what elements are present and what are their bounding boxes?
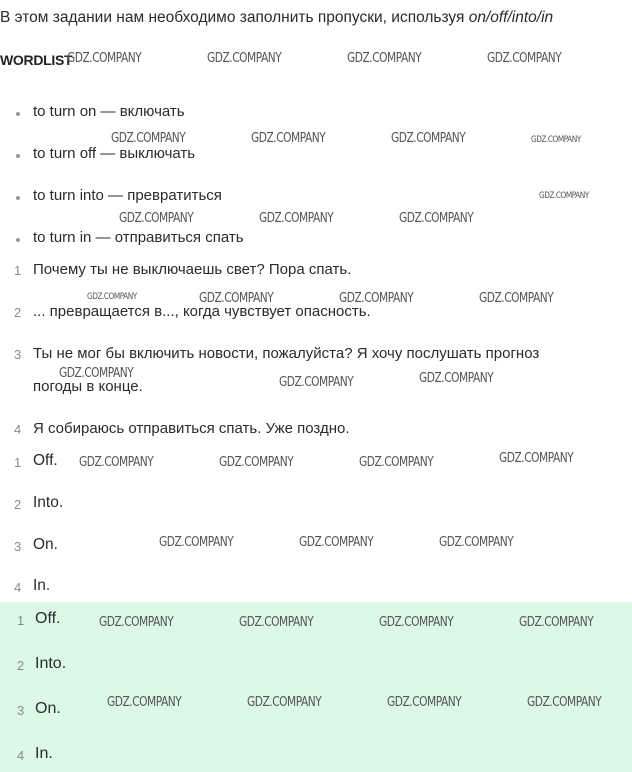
watermark: GDZ.COMPANY	[239, 615, 314, 630]
bullet	[16, 154, 20, 158]
watermark: GDZ.COMPANY	[99, 615, 174, 630]
question-number: 4	[14, 422, 22, 437]
watermark: GDZ.COMPANY	[251, 131, 326, 146]
watermark: GDZ.COMPANY	[259, 211, 334, 226]
question-text: Я собираюсь отправиться спать. Уже поздно.	[33, 420, 350, 437]
question-text: ... превращается в..., когда чувствует опасность.	[33, 303, 371, 320]
watermark: GDZ.COMPANY	[479, 291, 554, 306]
watermark: GDZ.COMPANY	[539, 191, 589, 201]
question-text-continued: погоды в конце.	[33, 378, 143, 395]
watermark: GDZ.COMPANY	[67, 51, 142, 66]
watermark: GDZ.COMPANY	[87, 292, 137, 302]
answer-number: 4	[14, 580, 22, 595]
watermark: GDZ.COMPANY	[379, 615, 454, 630]
wordlist-item: to turn into — превратиться	[33, 187, 222, 204]
watermark: GDZ.COMPANY	[387, 695, 462, 710]
watermark: GDZ.COMPANY	[499, 451, 574, 466]
bullet	[16, 196, 20, 200]
answer-text: Into.	[33, 494, 64, 511]
highlighted-answers-block	[0, 602, 632, 772]
watermark: GDZ.COMPANY	[419, 371, 494, 386]
watermark: GDZ.COMPANY	[79, 455, 154, 470]
watermark: GDZ.COMPANY	[107, 695, 182, 710]
watermark: GDZ.COMPANY	[199, 291, 274, 306]
question-text: Почему ты не выключаешь свет? Пора спать.	[33, 261, 352, 278]
watermark: GDZ.COMPANY	[279, 375, 354, 390]
wordlist-item: to turn in — отправиться спать	[33, 229, 244, 246]
answer-number: 2	[14, 497, 22, 512]
watermark: GDZ.COMPANY	[339, 291, 414, 306]
watermark: GDZ.COMPANY	[399, 211, 474, 226]
answer-number: 3	[14, 539, 22, 554]
answer-text: Off.	[33, 452, 58, 469]
question-number: 1	[14, 263, 22, 278]
answer-text: In.	[33, 577, 51, 594]
watermark: GDZ.COMPANY	[247, 695, 322, 710]
answer-number: 1	[17, 613, 25, 628]
bullet	[16, 238, 20, 242]
watermark: GDZ.COMPANY	[359, 455, 434, 470]
watermark: GDZ.COMPANY	[347, 51, 422, 66]
watermark: GDZ.COMPANY	[439, 535, 514, 550]
answer-text: In.	[35, 745, 53, 762]
watermark: GDZ.COMPANY	[527, 695, 602, 710]
answer-number: 1	[14, 455, 22, 470]
answer-text: On.	[35, 700, 61, 717]
answer-number: 3	[17, 703, 25, 718]
wordlist-item: to turn off — выключать	[33, 145, 196, 162]
watermark: GDZ.COMPANY	[391, 131, 466, 146]
watermark: GDZ.COMPANY	[531, 135, 581, 145]
watermark: GDZ.COMPANY	[59, 366, 134, 381]
answer-text: Off.	[35, 610, 61, 627]
bullet	[16, 112, 20, 116]
intro-words: on/off/into/in	[468, 9, 554, 26]
answer-text: Into.	[35, 655, 67, 672]
question-number: 3	[14, 347, 22, 362]
watermark: GDZ.COMPANY	[111, 131, 186, 146]
watermark: GDZ.COMPANY	[119, 211, 194, 226]
question-number: 2	[14, 305, 22, 320]
watermark: GDZ.COMPANY	[519, 615, 594, 630]
wordlist-item: to turn on — включать	[33, 103, 185, 120]
watermark: GDZ.COMPANY	[159, 535, 234, 550]
watermark: GDZ.COMPANY	[487, 51, 562, 66]
answer-number: 2	[17, 658, 25, 673]
wordlist-heading: WORDLIST	[0, 52, 73, 68]
watermark: GDZ.COMPANY	[299, 535, 374, 550]
watermark: GDZ.COMPANY	[207, 51, 282, 66]
watermark: GDZ.COMPANY	[219, 455, 294, 470]
intro-text: В этом задании нам необходимо заполнить пропуски, используя on/off/into/in	[0, 9, 554, 26]
answer-number: 4	[17, 748, 25, 763]
question-text: Ты не мог бы включить новости, пожалуйста? Я хочу послушать прогноз	[33, 345, 540, 362]
answer-text: On.	[33, 536, 58, 553]
